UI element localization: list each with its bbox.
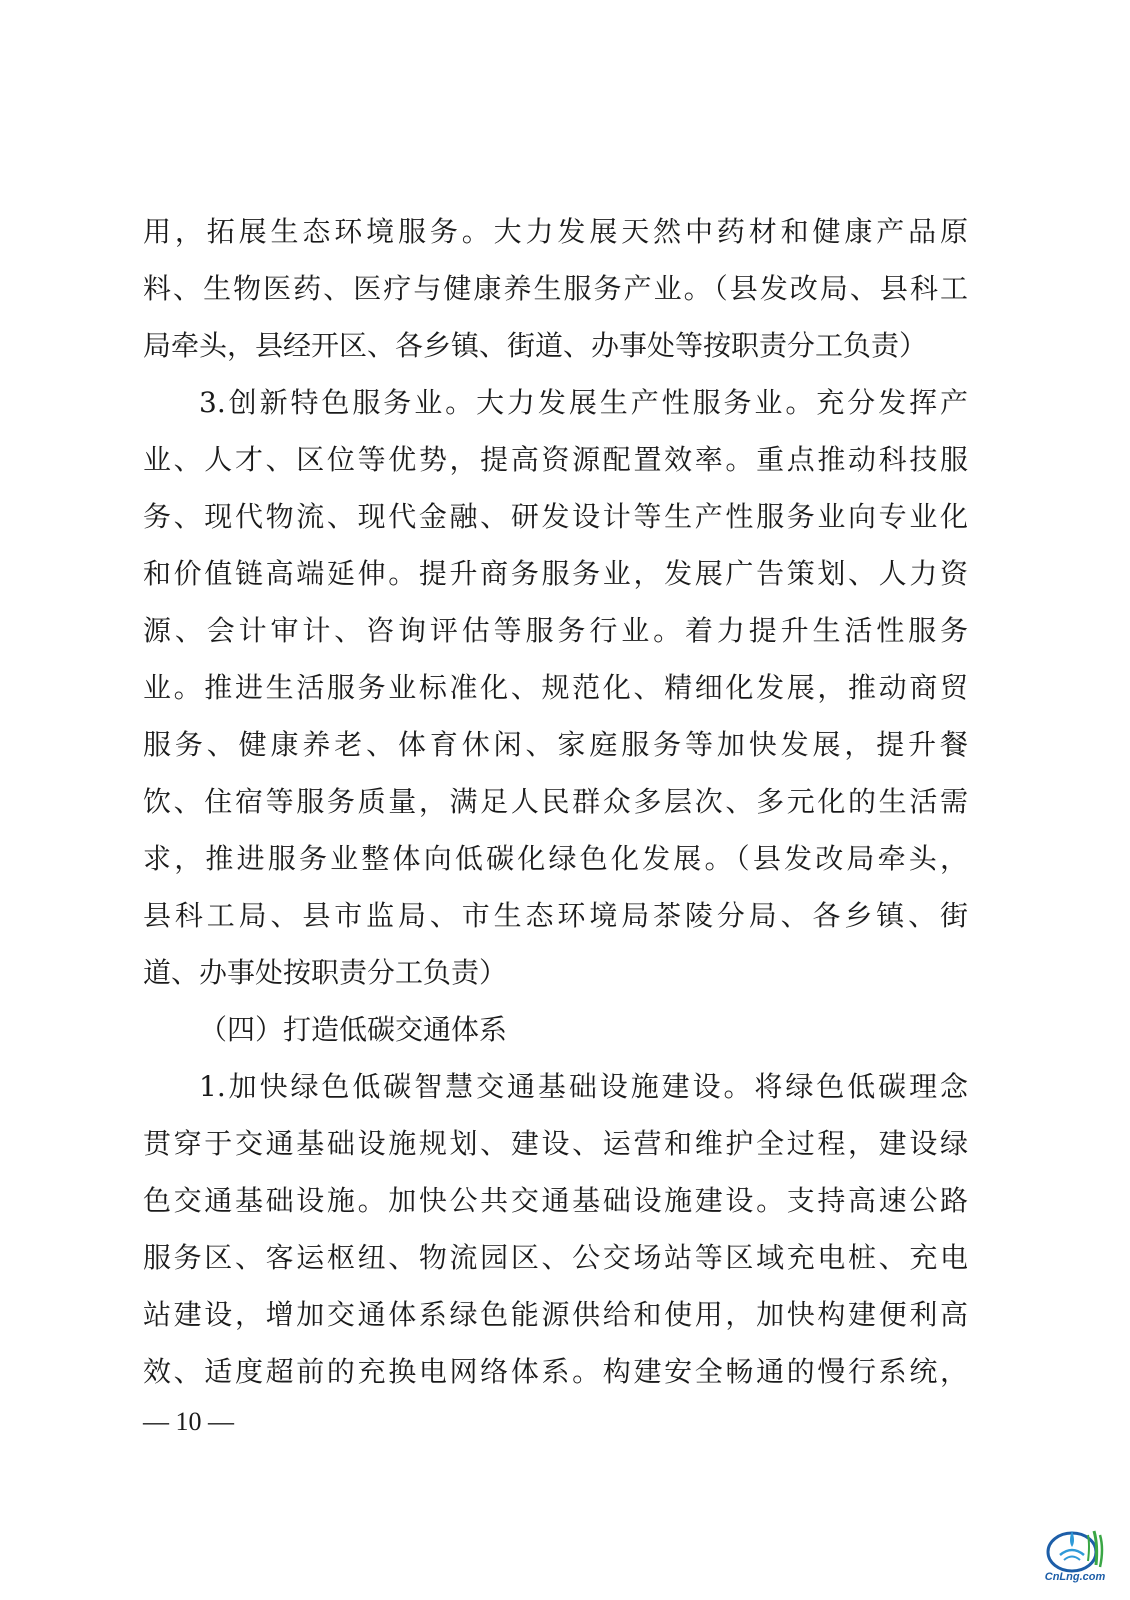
text-line: 贯穿于交通基础设施规划、建设、运营和维护全过程，建设绿 (143, 1127, 968, 1160)
text-line: 县科工局、县市监局、市生态环境局茶陵分局、各乡镇、街 (143, 899, 968, 932)
text-line: 道、办事处按职责分工负责） (143, 956, 508, 989)
text-line: 服务、健康养老、体育休闲、家庭服务等加快发展，提升餐 (143, 728, 968, 761)
text-line: 业。推进生活服务业标准化、规范化、精细化发展，推动商贸 (143, 671, 968, 704)
text-line: 源、会计审计、咨询评估等服务行业。着力提升生活性服务 (143, 614, 968, 647)
text-line: 服务区、客运枢纽、物流园区、公交场站等区域充电桩、充电 (143, 1241, 968, 1274)
text-line: 料、生物医药、医疗与健康养生服务产业。（县发改局、县科工 (143, 272, 968, 305)
text-line: 局牵头，县经开区、各乡镇、街道、办事处等按职责分工负责） (143, 329, 928, 362)
text-line: 和价值链高端延伸。提升商务服务业，发展广告策划、人力资 (143, 557, 968, 590)
text-line: 色交通基础设施。加快公共交通基础设施建设。支持高速公路 (143, 1184, 968, 1217)
text-line: 求，推进服务业整体向低碳化绿色化发展。（县发改局牵头， (143, 842, 968, 875)
text-line: 业、人才、区位等优势，提高资源配置效率。重点推动科技服 (143, 443, 968, 476)
document-body (143, 203, 968, 1400)
text-line: 3.创新特色服务业。大力发展生产性服务业。充分发挥产 (199, 386, 968, 419)
text-line: 饮、住宿等服务质量，满足人民群众多层次、多元化的生活需 (143, 785, 968, 818)
page-number: — 10 — (143, 1407, 234, 1436)
text-line: 1.加快绿色低碳智慧交通基础设施建设。将绿色低碳理念 (199, 1070, 968, 1103)
text-line: 务、现代物流、现代金融、研发设计等生产性服务业向专业化 (143, 500, 968, 533)
text-line: 效、适度超前的充换电网络体系。构建安全畅通的慢行系统， (143, 1355, 968, 1388)
cnlng-logo-icon (1038, 1525, 1112, 1585)
watermark-text: CnLng.com (1044, 1571, 1106, 1583)
text-line: 站建设，增加交通体系绿色能源供给和使用，加快构建便利高 (143, 1298, 968, 1331)
section-heading: （四）打造低碳交通体系 (199, 1013, 508, 1046)
text-line: 用，拓展生态环境服务。大力发展天然中药材和健康产品原 (143, 215, 968, 248)
